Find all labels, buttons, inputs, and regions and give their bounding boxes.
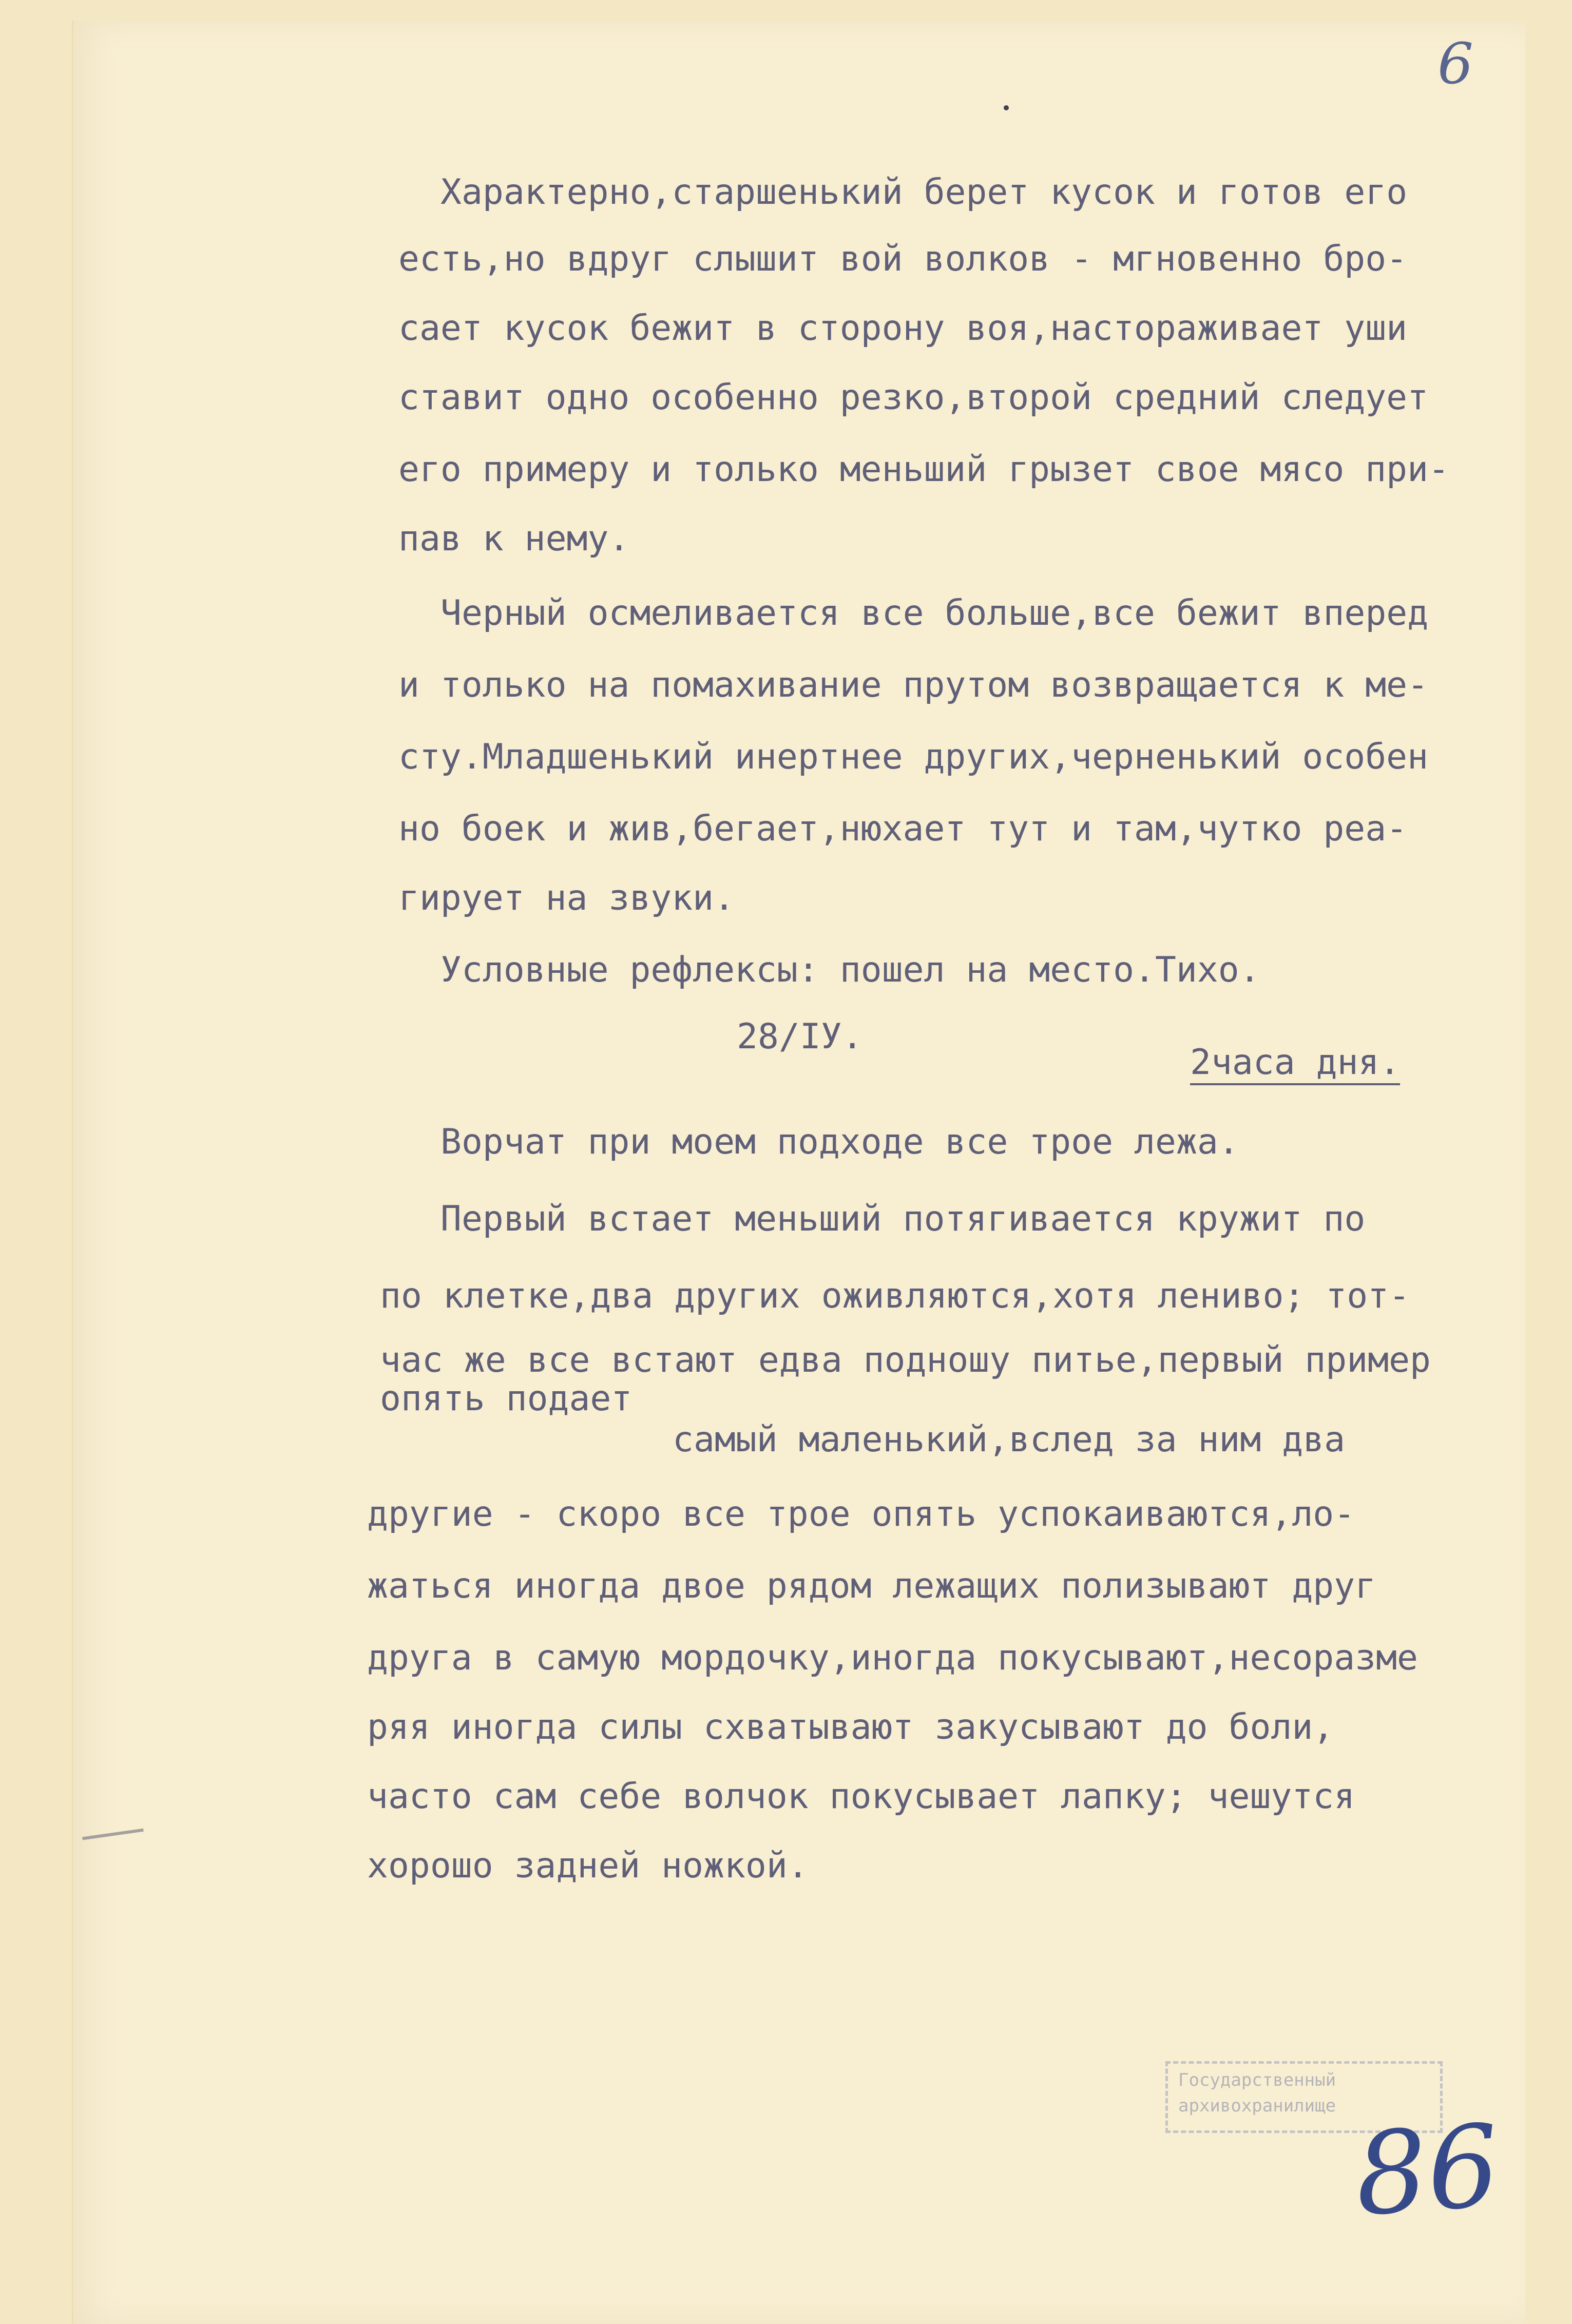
text-line: есть,но вдруг слышит вой волков - мгновенно бро-: [398, 239, 1408, 279]
text-line: Черный осмеливается все больше,все бежит вперед: [440, 593, 1429, 633]
stamp-line-1: Государственный: [1178, 2070, 1336, 2090]
text-line: сту.Младшенький инертнее других,черненький особен: [398, 737, 1429, 777]
entry-date: 28/IУ.: [737, 1016, 863, 1057]
text-line: часто сам себе волчок покусывает лапку; чешутся: [367, 1776, 1355, 1817]
text-line: и только на помахивание прутом возвращается к ме-: [398, 665, 1429, 705]
text-line: жаться иногда двое рядом лежащих полизывают друг: [367, 1566, 1376, 1606]
text-line: сает кусок бежит в сторону воя,настораживает уши: [398, 308, 1408, 349]
text-line: Характерно,старшенький берет кусок и готов его: [440, 172, 1408, 213]
stamp-line-2: архивохранилище: [1178, 2096, 1336, 2116]
text-line: его примеру и только меньший грызет свое мясо при-: [398, 449, 1449, 490]
text-line: гирует на звуки.: [398, 878, 735, 918]
text-line: опять подает: [380, 1378, 632, 1419]
text-line: Первый встает меньший потягивается кружит по: [440, 1199, 1366, 1239]
entry-time: 2часа дня.: [1190, 1042, 1400, 1085]
text-line: но боек и жив,бегает,нюхает тут и там,чутко реа-: [398, 809, 1408, 849]
text-line: Условные рефлексы: пошел на место.Тихо.: [440, 950, 1260, 990]
text-line: Ворчат при моем подходе все трое лежа.: [440, 1122, 1239, 1162]
text-line: хорошо задней ножкой.: [367, 1846, 809, 1886]
text-line: самый маленький,вслед за ним два: [673, 1419, 1346, 1460]
text-line: час же все встают едва подношу питье,первый пример: [380, 1340, 1431, 1380]
paper-sheet: [72, 21, 1526, 2324]
text-line: друга в самую мордочку,иногда покусывают,несоразме: [367, 1638, 1418, 1678]
text-line: ставит одно особенно резко,второй средний следует: [398, 377, 1429, 418]
ink-dot: [1004, 105, 1009, 110]
text-line: пав к нему.: [398, 518, 630, 559]
text-line: ряя иногда силы схватывают закусывают до боли,: [367, 1707, 1334, 1747]
archive-number: 86: [1351, 2100, 1504, 2241]
page-number: 6: [1437, 31, 1473, 97]
text-line: по клетке,два других оживляются,хотя лениво; тот-: [380, 1276, 1410, 1316]
text-line: другие - скоро все трое опять успокаиваются,ло-: [367, 1494, 1355, 1534]
